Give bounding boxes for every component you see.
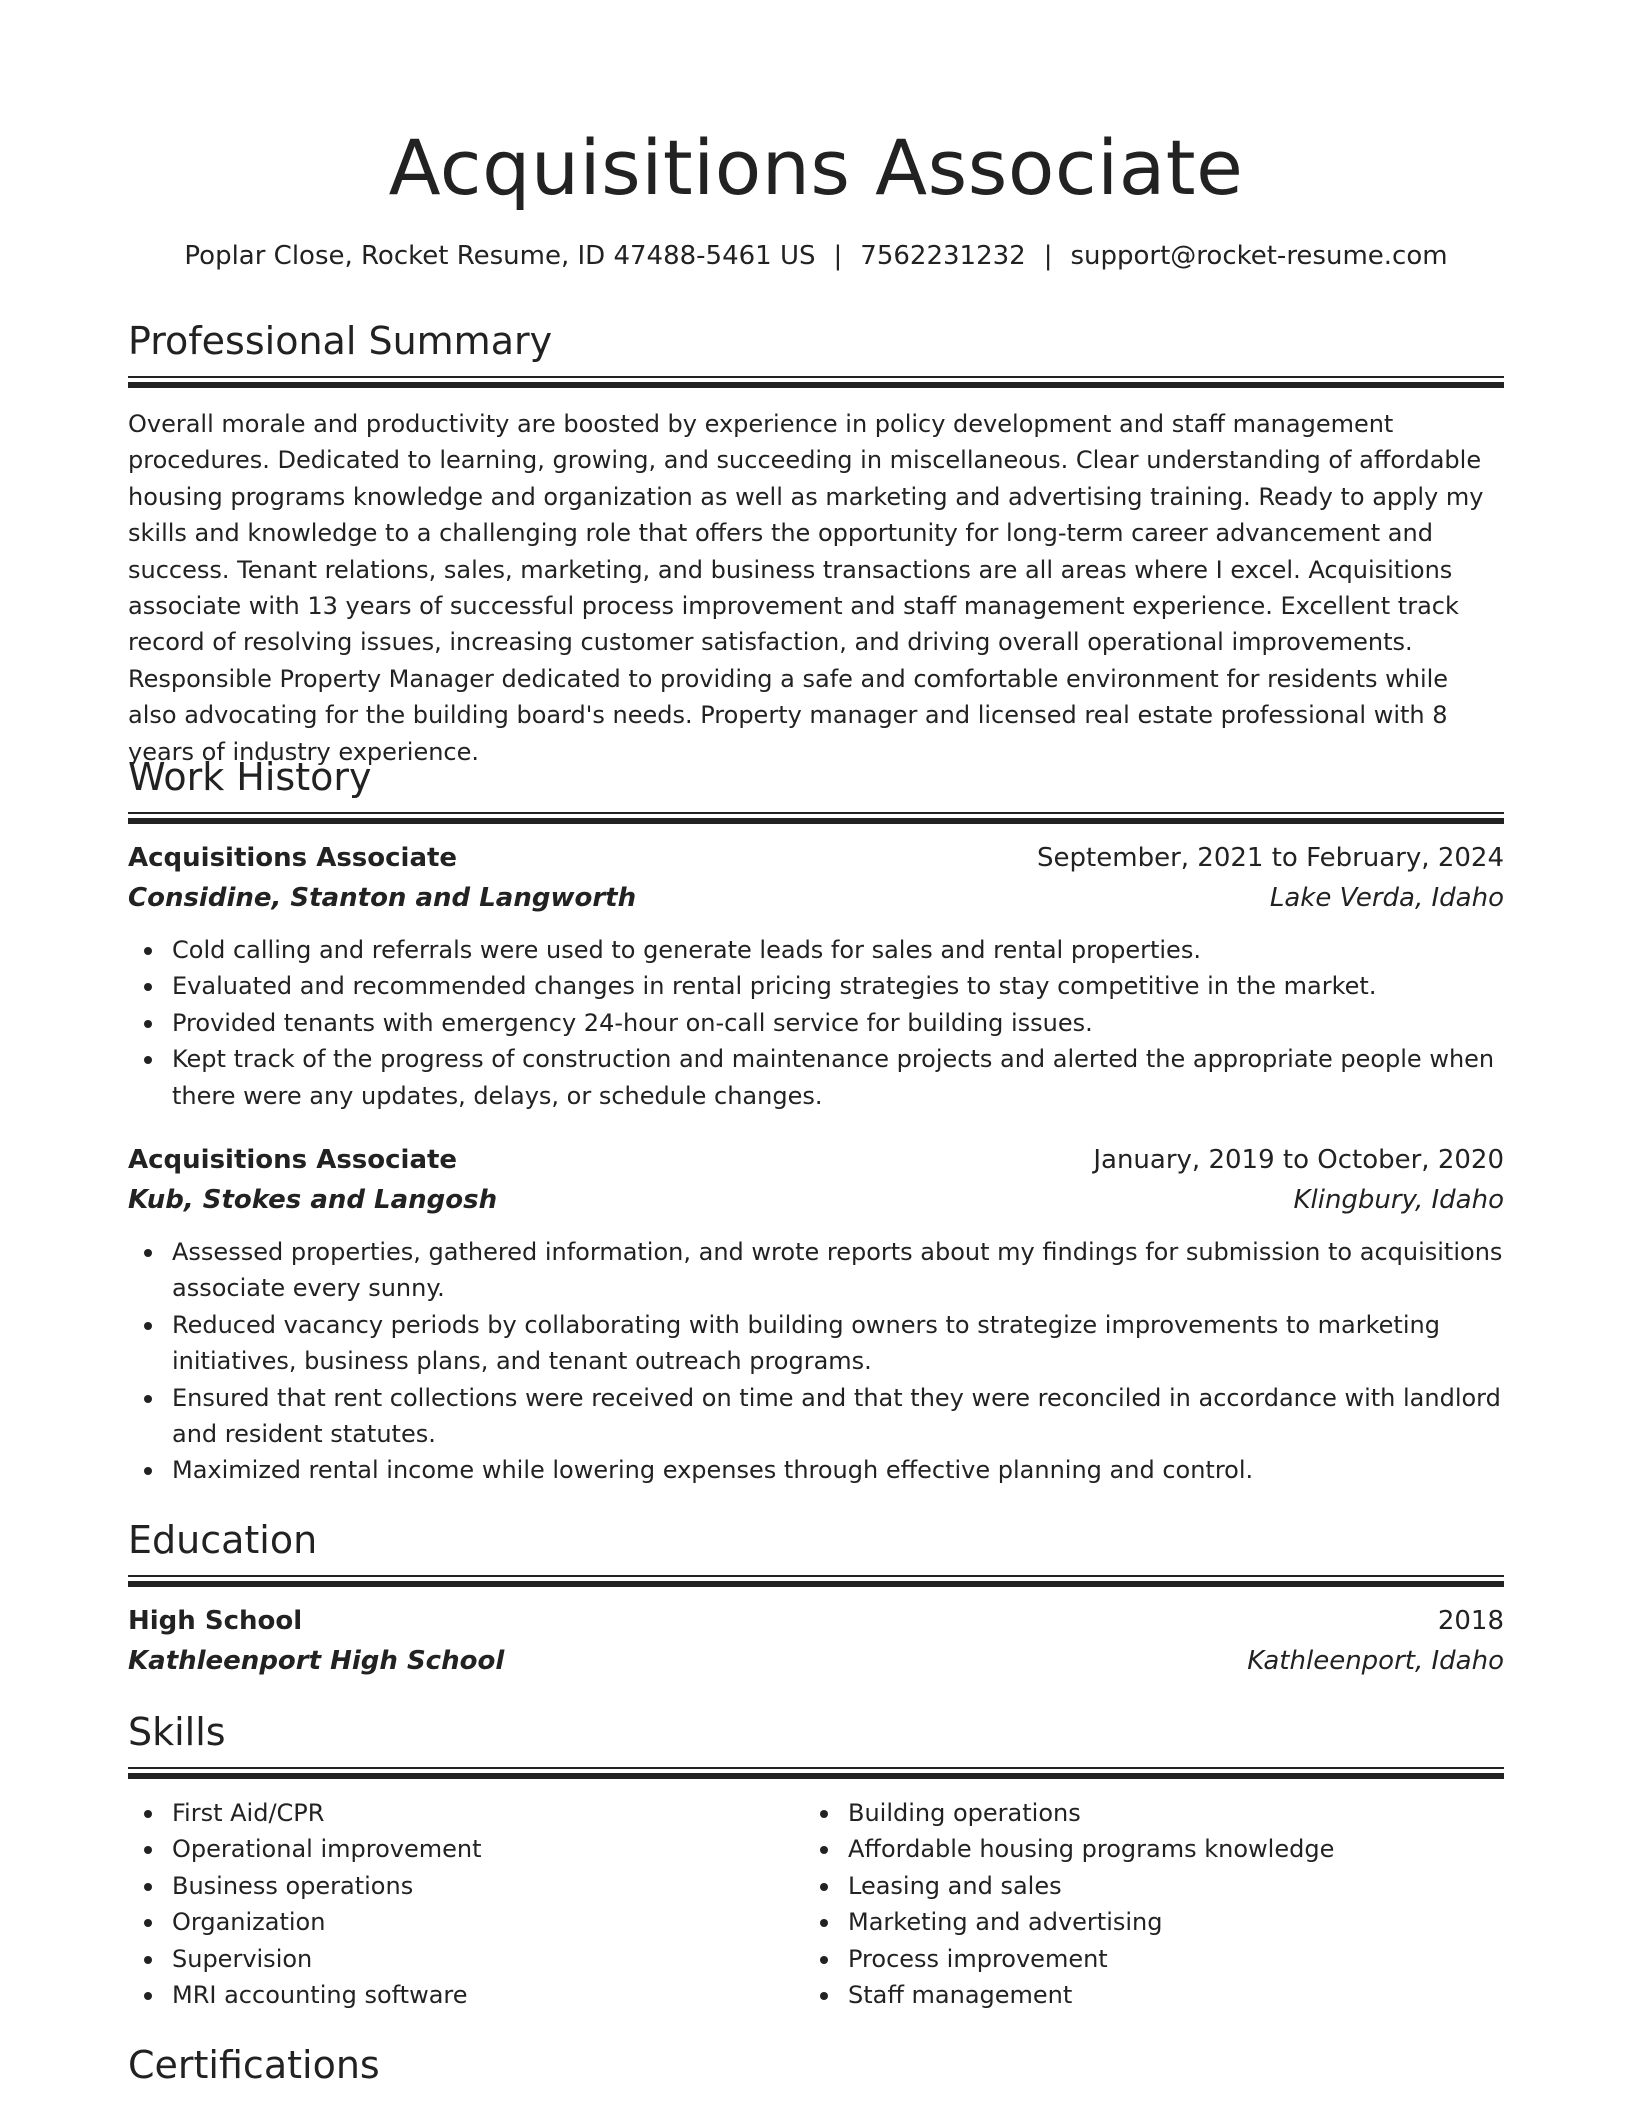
skill-item: MRI accounting software — [172, 1977, 804, 2013]
skill-item: Leasing and sales — [848, 1868, 1480, 1904]
job-location: Lake Verda, Idaho — [1269, 883, 1504, 913]
education-entry — [128, 1601, 1504, 1681]
certifications-section — [128, 2040, 1504, 2090]
job-location: Klingbury, Idaho — [1293, 1185, 1504, 1216]
contact-phone: 7562231232 — [860, 241, 1026, 271]
skill-item: Operational improvement — [172, 1831, 804, 1867]
section-title-certifications: Certifications — [128, 2043, 380, 2087]
job-entry — [128, 1140, 1504, 1489]
skill-item: Marketing and advertising — [848, 1904, 1480, 1940]
section-title-education: Education — [128, 1518, 318, 1562]
contact-line — [128, 238, 1504, 274]
skill-item: Organization — [172, 1904, 804, 1940]
contact-separator: | — [833, 241, 843, 271]
skill-item: Building operations — [848, 1795, 1480, 1831]
section-title-skills: Skills — [128, 1710, 226, 1754]
skills-grid — [128, 1795, 1504, 2013]
job-dates: January, 2019 to October, 2020 — [1093, 1145, 1504, 1176]
summary-section — [128, 316, 1504, 770]
skills-column-1 — [128, 1795, 804, 2013]
skill-item: First Aid/CPR — [172, 1795, 804, 1831]
skill-item: Supervision — [172, 1941, 804, 1977]
education-section — [128, 1515, 1504, 1681]
list-item: Assessed properties, gathered information, and wrote reports about my findings for submission to acquisitions associate every sunny. — [172, 1234, 1504, 1307]
section-divider — [128, 376, 1504, 390]
list-item: Ensured that rent collections were received on time and that they were reconciled in accordance with landlord and resident statutes. — [172, 1380, 1504, 1453]
skills-section — [128, 1707, 1504, 2013]
job-dates: September, 2021 to February, 2024 — [1037, 843, 1504, 873]
list-item: Kept track of the progress of construction and maintenance projects and alerted the appropriate people when there were any updates, delays, or schedule changes. — [172, 1041, 1504, 1114]
job-title: Acquisitions Associate — [128, 843, 458, 873]
section-divider — [128, 1575, 1504, 1589]
summary-text: Overall morale and productivity are boosted by experience in policy development and staff management procedures. Dedicated to learning, growing, and succeeding in miscellaneous. Clear understanding of affordable housing programs knowledge and organization as well as marketing and advertising training. Ready to apply my skills and knowledge to a challenging role that offers the opportunity for long-term career advancement and success. Tenant relations, sales, marketing, and business transactions are all areas where I excel. Acquisitions associate with 13 years of successful process improvement and staff management experience. Excellent track record of resolving issues, increasing customer satisfaction, and driving overall operational improvements. Responsible Property Manager dedicated to providing a safe and comfortable environment for residents while also advocating for the building board's needs. Property manager and licensed real estate professional with 8 years of industry experience. — [128, 410, 1484, 766]
skill-item: Staff management — [848, 1977, 1480, 2013]
education-school: Kathleenport High School — [128, 1646, 505, 1676]
resume-name: Acquisitions Associate — [388, 123, 1244, 212]
contact-address: Poplar Close, Rocket Resume, ID 47488-5461 US — [184, 241, 816, 271]
section-divider — [128, 1767, 1504, 1781]
list-item: Maximized rental income while lowering expenses through effective planning and control. — [172, 1452, 1504, 1488]
job-bullets — [128, 1234, 1504, 1489]
job-company: Kub, Stokes and Langosh — [128, 1185, 498, 1216]
skill-item: Affordable housing programs knowledge — [848, 1831, 1480, 1867]
contact-email: support@rocket-resume.com — [1070, 241, 1448, 271]
education-degree: High School — [128, 1606, 303, 1636]
job-title: Acquisitions Associate — [128, 1145, 458, 1176]
skills-column-2 — [804, 1795, 1480, 2013]
education-location: Kathleenport, Idaho — [1247, 1646, 1504, 1676]
list-item: Cold calling and referrals were used to generate leads for sales and rental properties. — [172, 932, 1504, 968]
section-title-summary: Professional Summary — [128, 319, 553, 363]
education-year: 2018 — [1437, 1606, 1504, 1636]
section-divider — [128, 812, 1504, 826]
section-title-work: Work History — [128, 755, 372, 799]
job-bullets — [128, 932, 1504, 1114]
job-entry — [128, 838, 1504, 1114]
list-item: Evaluated and recommended changes in rental pricing strategies to stay competitive in the market. — [172, 968, 1504, 1004]
skill-item: Business operations — [172, 1868, 804, 1904]
job-company: Considine, Stanton and Langworth — [128, 883, 637, 913]
list-item: Reduced vacancy periods by collaborating with building owners to strategize improvements to marketing initiatives, business plans, and tenant outreach programs. — [172, 1307, 1504, 1380]
contact-separator: | — [1043, 241, 1053, 271]
list-item: Provided tenants with emergency 24-hour on-call service for building issues. — [172, 1005, 1504, 1041]
skill-item: Process improvement — [848, 1941, 1480, 1977]
work-history-section — [128, 752, 1504, 1489]
